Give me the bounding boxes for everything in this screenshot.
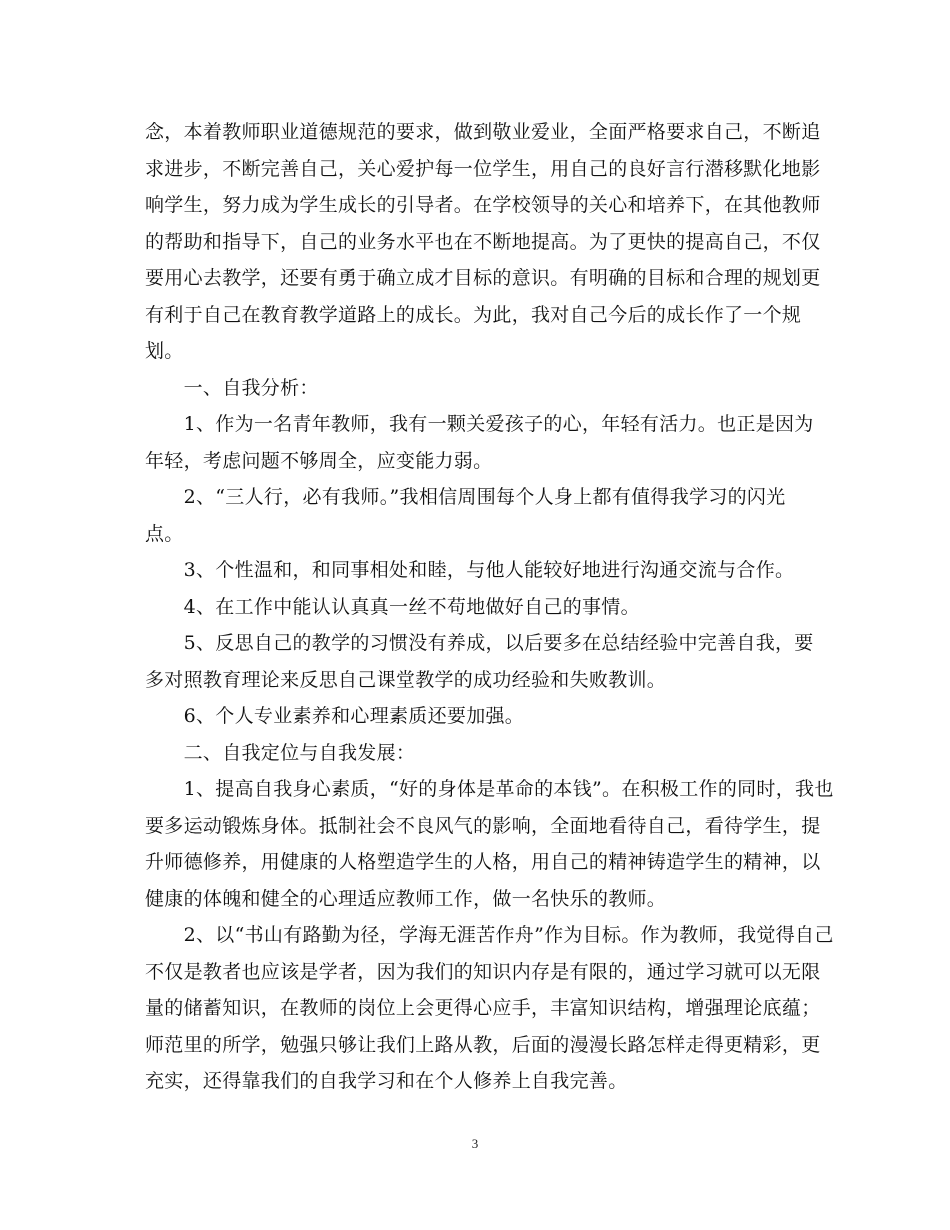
body-text — [145, 114, 834, 1100]
text-line: 6、个人专业素养和心理素质还要加强。 — [145, 705, 525, 727]
text-line: 健康的体魄和健全的心理适应教师工作，做一名快乐的教师。 — [145, 887, 667, 910]
text-line: 要用心去教学，还要有勇于确立成才目标的意识。有明确的目标和合理的规划更 — [145, 267, 821, 289]
page-number: 3 — [471, 1136, 479, 1151]
text-line: 2、以“书山有路勤为径，学海无涯苦作舟”作为目标。作为教师，我觉得自己 — [145, 924, 834, 946]
text-line: 充实，还得靠我们的自我学习和在个人修养上自我完善。 — [145, 1070, 628, 1092]
text-line: 1、作为一名青年教师，我有一颗关爱孩子的心，年轻有活力。也正是因为 — [145, 413, 814, 435]
text-line: 5、反思自己的教学的习惯没有养成，以后要多在总结经验中完善自我，要 — [145, 632, 814, 654]
text-line: 2、“三人行，必有我师。”我相信周围每个人身上都有值得我学习的闪光 — [145, 486, 786, 508]
text-line: 的帮助和指导下，自己的业务水平也在不断地提高。为了更快的提高自己，不仅 — [145, 230, 821, 253]
text-line: 响学生，努力成为学生成长的引导者。在学校领导的关心和培养下，在其他教师 — [145, 194, 821, 216]
text-line: 升师德修养，用健康的人格塑造学生的人格，用自己的精神铸造学生的精神，以 — [145, 851, 821, 873]
text-line: 要多运动锻炼身体。抵制社会不良风气的影响，全面地看待自己，看待学生，提 — [145, 814, 821, 837]
text-line: 多对照教育理论来反思自己课堂教学的成功经验和失败教训。 — [145, 668, 667, 691]
text-line: 不仅是教者也应该是学者，因为我们的知识内存是有限的，通过学习就可以无限 — [145, 960, 821, 983]
text-line: 求进步，不断完善自己，关心爱护每一位学生，用自己的良好言行潜移默化地影 — [145, 157, 821, 180]
text-line: 量的储蓄知识，在教师的岗位上会更得心应手，丰富知识结构，增强理论底蕴； — [145, 997, 821, 1019]
text-line: 念，本着教师职业道德规范的要求，做到敬业爱业，全面严格要求自己，不断追 — [145, 121, 821, 143]
text-line: 划。 — [145, 340, 184, 362]
text-line: 4、在工作中能认认真真一丝不苟地做好自己的事情。 — [145, 595, 640, 618]
text-line: 点。 — [145, 522, 184, 545]
text-line: 师范里的所学，勉强只够让我们上路从教，后面的漫漫长路怎样走得更精彩，更 — [145, 1033, 821, 1056]
text-line: 1、提高自我身心素质，“好的身体是革命的本钱”。在积极工作的同时，我也 — [145, 778, 834, 800]
text-line: 有利于自己在教育教学道路上的成长。为此，我对自己今后的成长作了一个规 — [145, 303, 802, 326]
text-line: 年轻，考虑问题不够周全，应变能力弱。 — [145, 449, 493, 472]
section-heading: 一、自我分析： — [145, 376, 319, 399]
section-heading: 二、自我定位与自我发展： — [145, 741, 416, 764]
text-line: 3、个性温和，和同事相处和睦，与他人能较好地进行沟通交流与合作。 — [145, 559, 795, 581]
